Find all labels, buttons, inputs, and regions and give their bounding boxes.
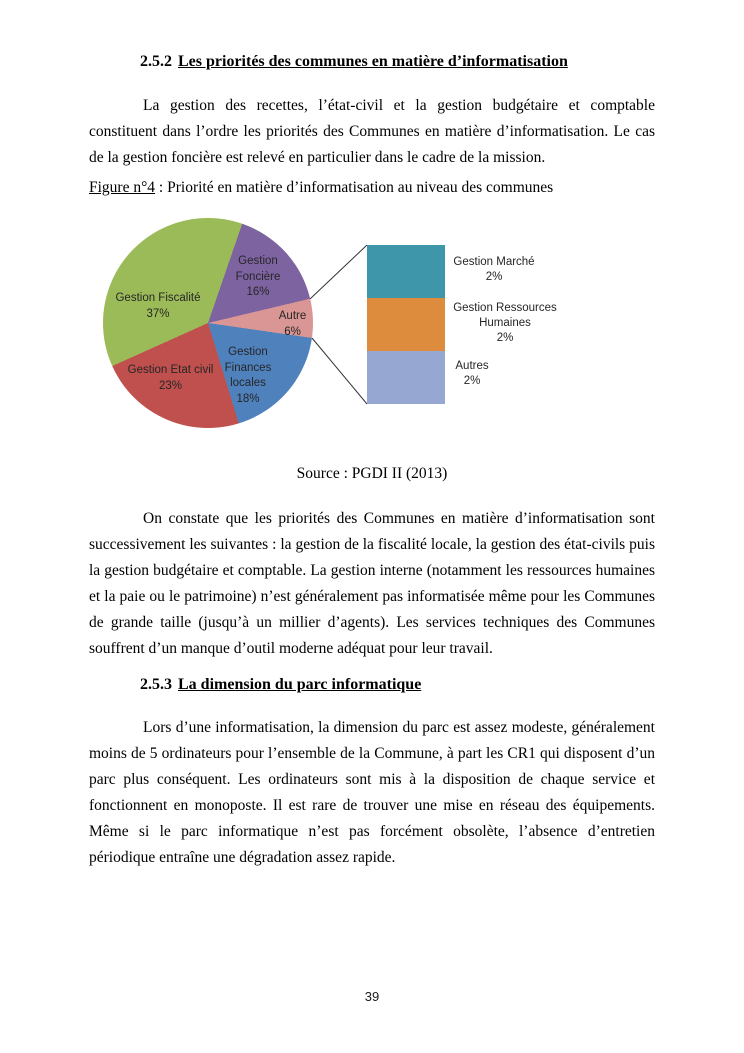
bar-segment-autres [367,351,445,404]
paragraph-3: Lors d’une informatisation, la dimension du parc est assez modeste, généralement moins de 5 ordinateurs pour l’ensemble de la Commune, à part les CR1 qui disposent d’un parc plus conséquent. Les ordinateurs sont mis à la disposition de chaque service et fonctionnent en monoposte. Il est rare de trouver une mise en réseau des équipements. Même si le parc informatique n’est pas forcément obsolète, l’absence d’entretien périodique entraîne une dégradation assez rapide. [89,719,655,866]
pie-label-text: Gestion Finances locales [224,346,272,389]
bar-label-text: Gestion Marché [453,256,535,268]
pie-label-autre [265,309,320,340]
bar-label-pct: 2% [485,271,503,283]
paragraph-1: La gestion des recettes, l’état-civil et la gestion budgétaire et comptable constituent dans l’ordre les priorités des Communes en matière d’informatisation. Le cas de la gestion foncière est relevé en particulier dans le cadre de la mission. [89,97,655,166]
pie-label-text: Gestion Fiscalité [115,292,201,304]
pie-label-gestion-fiscalite [78,291,238,322]
bar-label-text: Gestion Ressources Humaines [453,302,557,329]
pie-label-pct: 18% [236,392,260,405]
bar-label-autres [452,359,492,389]
bar-segment-gestion-marche [367,245,445,298]
figure-caption [89,177,553,199]
figure-source: Source : PGDI II (2013) [296,465,448,482]
section-title: Les priorités des communes en matière d’informatisation [178,53,568,70]
pie-label-pct: 16% [246,286,270,298]
pie-label-text: Autre [278,310,307,322]
pie-label-gestion-etat-civil [108,363,233,394]
bar-label-gestion-ressources-humaines [452,301,558,346]
bar-label-pct: 2% [496,332,514,344]
bar-label-pct: 2% [463,375,481,387]
breakout-stacked-bar [367,245,445,404]
figure-bar-of-pie-chart [0,210,744,450]
paragraph-2: On constate que les priorités des Communes en matière d’informatisation sont successivement les suivantes : la gestion de la fiscalité locale, la gestion des état-civils puis la gestion budgétaire et comptable. La gestion interne (notamment les ressources humaines et la paie ou le patrimoine) n’est généralement pas informatisée même pour les Communes de grande taille (jusqu’à un millier d’agents). Les services techniques des Communes souffrent d’un manque d’outil moderne adéquat pour leur travail. [89,510,655,657]
pie-label-text: Gestion Foncière [235,255,281,283]
section-heading-2-5-3 [140,675,421,695]
pie-label-pct: 23% [158,379,183,392]
figure-caption-text: : Priorité en matière d’informatisation au niveau des communes [155,179,554,196]
section-number: 2.5.3 [140,676,172,693]
bar-label-gestion-marche [452,255,536,285]
pie-label-pct: 37% [146,307,170,320]
section-title: La dimension du parc informatique [178,676,422,693]
pie-chart [103,218,313,428]
section-heading-2-5-2 [140,52,568,72]
page-number: 39 [364,989,380,1004]
pie-label-text: Gestion Etat civil [127,364,214,376]
pie-label-pct: 6% [284,325,301,338]
bar-segment-gestion-ressources-humaines [367,298,445,351]
bar-label-text: Autres [455,360,489,372]
section-number: 2.5.2 [140,53,172,70]
figure-caption-label: Figure n°4 [89,179,156,196]
